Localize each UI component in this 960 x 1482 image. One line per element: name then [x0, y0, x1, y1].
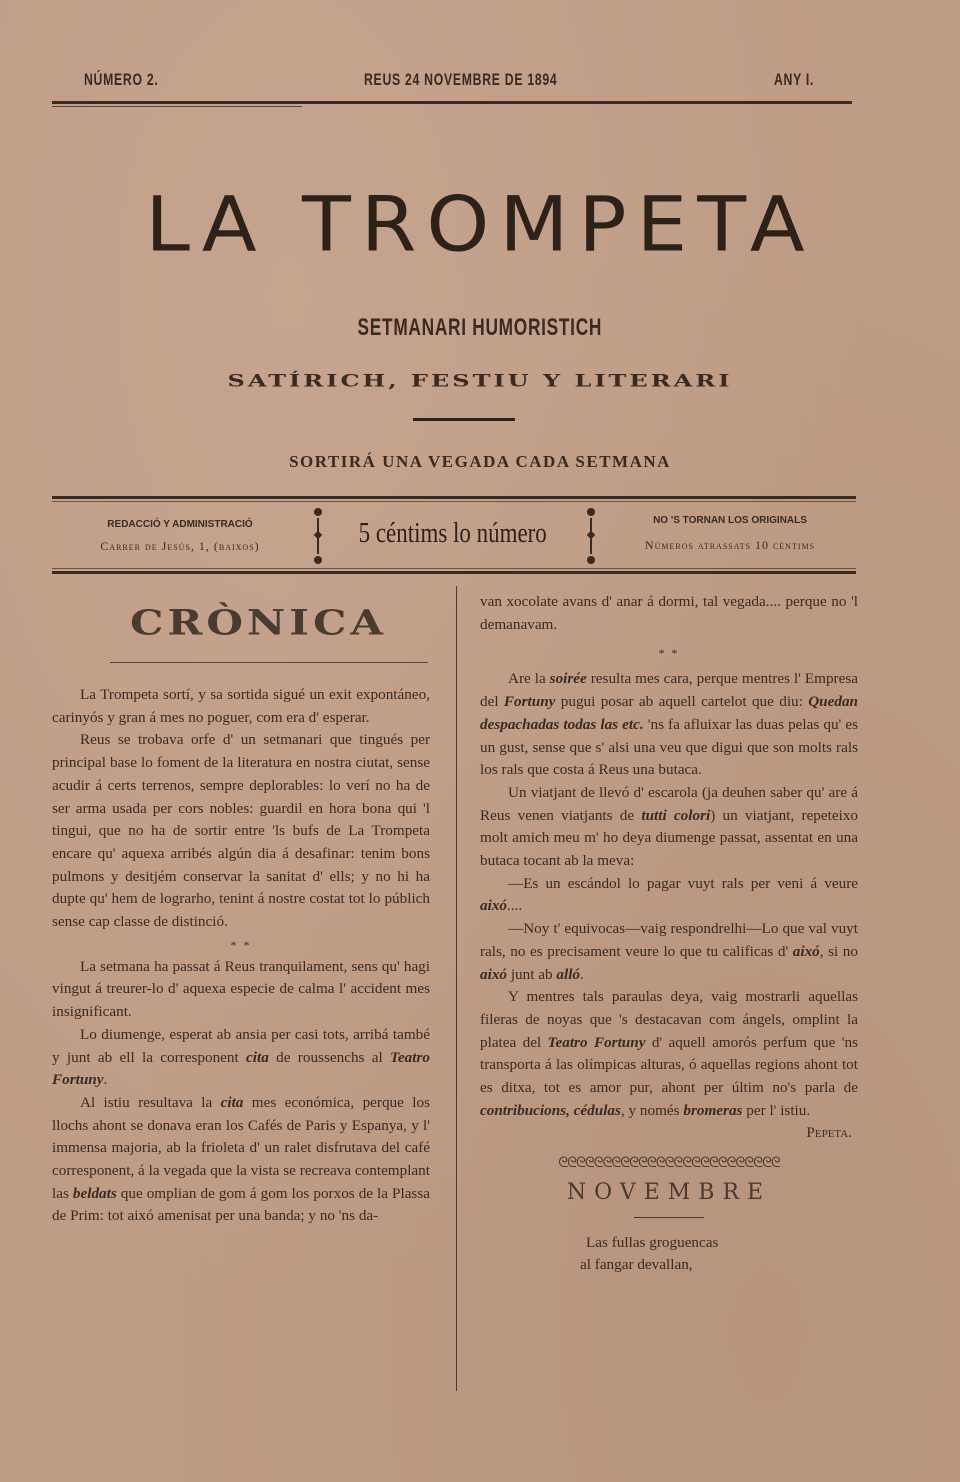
issue-number: NÚMERO 2.	[84, 70, 159, 89]
volume-year: ANY I.	[774, 70, 815, 89]
section-title-rule	[110, 662, 428, 663]
info-bar-rule-bottom-thin	[52, 568, 856, 569]
paragraph: Al istiu resultava la cita mes económica, perque los llochs ahont se donava eran los Cafés de Paris y Espanya, y l' immensa majoria, ab la frioleta d' un ralet disfrutava del café corresponent, á la vegada que la vista se recreava contemplant las beldats que omplian de gom á gom los porxos de la Plassa de Prim: tot aixó amenisat per una banda; y no 'ns da-	[52, 1093, 430, 1225]
poem-line: al fangar devallan,	[580, 1255, 693, 1273]
column-divider	[456, 586, 457, 1391]
paragraph: Y mentres tals paraulas deya, vaig mostrarli aquellas fileras de noyas que 's destacavan com ángels, omplint la platea del Teatro Fortuny d' aquell amorós perfum que 'ns transporta á las olímpicas alturas, ó aquellas regions ahont tot es ditxa, tot es amor pur, ahont per últim no's parla de contribucions, cédulas, y només bromeras per l' istiu.	[480, 988, 858, 1119]
paragraph: Lo diumenge, esperat ab ansia per casi tots, arribá també y junt ab ell la corresponent cita de roussenchs al Teatro Fortuny.	[52, 1025, 430, 1089]
masthead-divider	[413, 418, 515, 421]
issue-price: 5 céntims lo número	[358, 518, 548, 549]
paragraph: La Trompeta sortí, y sa sortida sigué un exit expontáneo, carinyós y gran á mes no poguer, com era d' esperar.	[52, 686, 430, 726]
paragraph: Are la soirée resulta mes cara, perque mentres l' Empresa del Fortuny pugui posar ab aquell cartelot que diu: Quedan despachadas todas las etc. 'ns fa afluixar las duas pelas qu' es un gust, sense que s' alsi una veu que digui que son molts rals los rals que costa á Reus una butaca.	[480, 670, 859, 779]
originals-note: NO 'S TORNAN LOS ORIGINALS	[653, 515, 807, 526]
poem-line: Las fullas groguencas	[586, 1233, 719, 1251]
paragraph: —Es un escándol lo pagar vuyt rals per veni á veure aixó....	[480, 874, 858, 915]
publication-frequency: SORTIRÁ UNA VEGADA CADA SETMANA	[289, 452, 671, 471]
info-bar-rule-bottom	[52, 571, 856, 574]
info-bar-rule-top-thin	[52, 501, 856, 502]
admin-address: Carrer de Jesús, 1, (baixos)	[100, 539, 260, 553]
asterism-icon: * *	[230, 937, 252, 952]
poem-body	[480, 1232, 858, 1276]
masthead-subtitle-2: SATÍRICH, FESTIU Y LITERARI	[227, 370, 733, 391]
dateline	[80, 70, 820, 98]
paragraph: —Noy t' equivocas—vaig respondrelhi—Lo que val vuyt rals, no es precisament veure lo que tu calificas d' aixó, si no aixó junt ab alló.	[480, 920, 858, 983]
info-bar-rule-top	[52, 496, 856, 499]
ornament-divider-icon	[586, 508, 596, 564]
header-rule-thin	[52, 106, 302, 107]
masthead-title: LA TROMPETA	[145, 180, 815, 269]
author-signature: Pepeta.	[806, 1124, 852, 1142]
paragraph: Reus se trobava orfe d' un setmanari que tingués per principal base lo foment de la literatura en nostra ciutat, sense acudir á certs terrenos, sempre deplorables: lo verí no ha de ser arma usada per cors nobles: guardil en hora bona qui 'l tingui, que no ha de sortir entre 'ls bufs de La Trompeta encare qu' aquexa arribés algún dia á desafinar: tenim bons pulmons y desitjém conservar la sanitat d' ells; y no hi ha dupte qu' hem de lograrho, tenint á nostre costat tot lo públich sense cap classe de distinció.	[52, 731, 430, 931]
article-right-column	[480, 591, 858, 1276]
article-left-column	[52, 684, 430, 1228]
chain-ornament-icon: ᘓᘓᘓᘓᘓᘓᘓᘓᘓᘓᘓᘓᘓᘓᘓᘓᘓᘓᘓᘓᘓᘓᘓᘓᘓ	[558, 1156, 780, 1172]
section-title: CRÒNICA	[130, 602, 387, 643]
masthead-subtitle-1: SETMANARI HUMORISTICH	[357, 314, 603, 341]
poem-title-rule	[634, 1217, 704, 1218]
place-date: REUS 24 NOVEMBRE DE 1894	[364, 70, 558, 89]
header-rule	[52, 101, 852, 104]
paragraph: van xocolate avans d' anar á dormi, tal vegada.... perque no 'l demanavam.	[480, 593, 858, 633]
admin-label: REDACCIÓ Y ADMINISTRACIÓ	[107, 519, 253, 530]
paragraph: La setmana ha passat á Reus tranquilament, sens qu' hagi vingut á treurer-lo d' aquexa especie de calma l' accident mes insignificant.	[52, 957, 430, 1021]
asterism-icon: * *	[658, 646, 680, 661]
poem-title: NOVEMBRE	[566, 1179, 772, 1205]
back-issues-price: Números atrassats 10 céntims	[644, 538, 816, 552]
paragraph: Un viatjant de llevó d' escarola (ja deuhen saber qu' are á Reus venen viatjants de tutti colori) un viatjant, repeteixo molt amich meu m' ho deya diumenge passat, assentat en una butaca tocant ab la meva:	[480, 783, 859, 870]
